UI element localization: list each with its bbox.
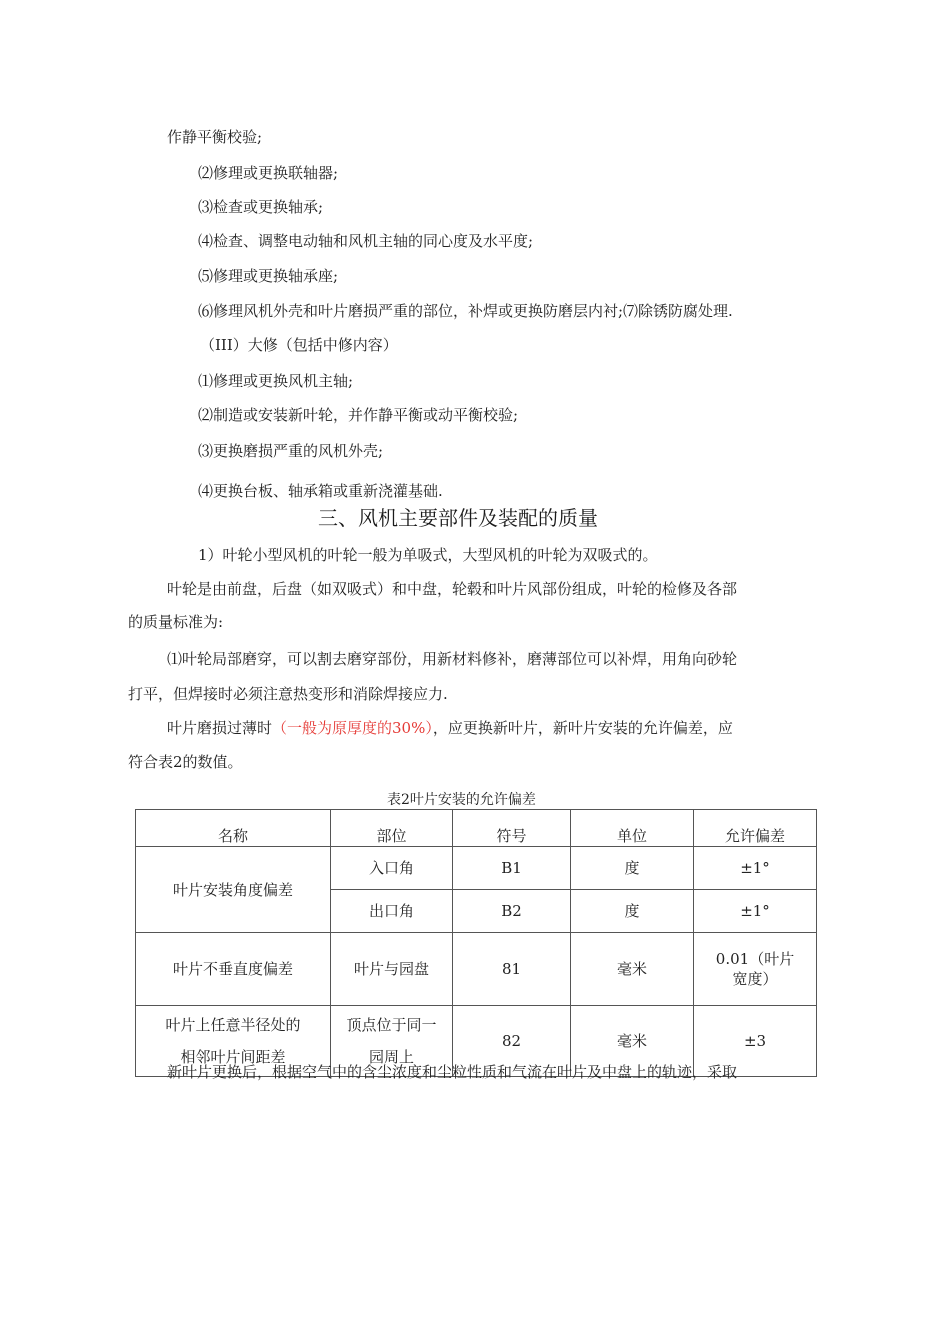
cell-tolerance-line-1: 0.01（叶片 bbox=[715, 950, 795, 968]
paragraph-2-line-1: 叶轮是由前盘，后盘（如双吸式）和中盘，轮毂和叶片风部份组成，叶轮的检修及各部 bbox=[167, 580, 738, 598]
table-row bbox=[136, 847, 817, 890]
list-line-7: （III）大修（包括中修内容） bbox=[200, 336, 398, 354]
list-line-3: ⑶检查或更换轴承; bbox=[198, 198, 324, 216]
header-unit: 单位 bbox=[571, 810, 694, 847]
cell-unit: 度 bbox=[571, 890, 694, 933]
header-symbol: 符号 bbox=[453, 810, 571, 847]
paragraph-4-highlight: （一般为原厚度的30%） bbox=[272, 719, 433, 737]
list-line-8: ⑴修理或更换风机主轴; bbox=[198, 372, 354, 390]
section-heading: 三、风机主要部件及装配的质量 bbox=[318, 506, 598, 530]
cell-part: 入口角 bbox=[331, 847, 453, 890]
header-tolerance: 允许偏差 bbox=[694, 810, 817, 847]
tolerance-table bbox=[135, 809, 817, 1077]
list-line-6: ⑹修理风机外壳和叶片磨损严重的部位，补焊或更换防磨层内衬;⑺除锈防腐处理. bbox=[198, 302, 733, 320]
paragraph-1: 1）叶轮小型风机的叶轮一般为单吸式，大型风机的叶轮为双吸式的。 bbox=[198, 546, 658, 564]
table-header-row bbox=[136, 810, 817, 847]
cell-name-line-1: 叶片上任意半径处的 bbox=[165, 1016, 301, 1034]
table-caption: 表2叶片安装的允许偏差 bbox=[387, 792, 536, 808]
paragraph-4-line-2: 符合表2的数值。 bbox=[128, 753, 243, 771]
list-line-5: ⑸修理或更换轴承座; bbox=[198, 267, 339, 285]
cell-name: 叶片不垂直度偏差 bbox=[136, 933, 331, 1006]
cell-unit: 度 bbox=[571, 847, 694, 890]
list-line-11: ⑷更换台板、轴承箱或重新浇灌基础. bbox=[198, 482, 443, 500]
cell-tolerance-line-2: 宽度） bbox=[732, 970, 778, 988]
cell-symbol: 82 bbox=[453, 1006, 571, 1077]
cell-name: 叶片安装角度偏差 bbox=[136, 847, 331, 933]
paragraph-4-text-post: ，应更换新叶片，新叶片安装的允许偏差，应 bbox=[432, 719, 733, 737]
cell-part-line-1: 顶点位于同一 bbox=[346, 1016, 437, 1034]
cell-unit: 毫米 bbox=[571, 1006, 694, 1077]
list-line-2: ⑵修理或更换联轴器; bbox=[198, 164, 339, 182]
paragraph-3-line-1: ⑴叶轮局部磨穿，可以割去磨穿部份，用新材料修补，磨薄部位可以补焊，用角向砂轮 bbox=[167, 650, 738, 668]
paragraph-4-line-1 bbox=[167, 718, 733, 738]
cell-symbol: 81 bbox=[453, 933, 571, 1006]
header-name: 名称 bbox=[136, 810, 331, 847]
table-row bbox=[136, 933, 817, 1006]
paragraph-5: 新叶片更换后，根据空气中的含尘浓度和尘粒性质和气流在叶片及中盘上的轨迹，采取 bbox=[167, 1063, 738, 1081]
list-line-10: ⑶更换磨损严重的风机外壳; bbox=[198, 442, 384, 460]
cell-symbol: B1 bbox=[453, 847, 571, 890]
paragraph-3-line-2: 打平，但焊接时必须注意热变形和消除焊接应力. bbox=[128, 685, 448, 703]
list-line-4: ⑷检查、调整电动轴和风机主轴的同心度及水平度; bbox=[198, 232, 534, 250]
cell-part: 出口角 bbox=[331, 890, 453, 933]
header-part: 部位 bbox=[331, 810, 453, 847]
cell-tolerance bbox=[694, 933, 817, 1006]
paragraph-4-text-pre: 叶片磨损过薄时 bbox=[167, 719, 273, 737]
cell-name-line-2: 相邻叶片间距差 bbox=[180, 1048, 286, 1066]
cell-unit: 毫米 bbox=[571, 933, 694, 1006]
cell-tolerance: ±1° bbox=[694, 847, 817, 890]
cell-part: 叶片与园盘 bbox=[331, 933, 453, 1006]
cell-symbol: B2 bbox=[453, 890, 571, 933]
list-line-9: ⑵制造或安装新叶轮，并作静平衡或动平衡校验; bbox=[198, 406, 519, 424]
cell-part-line-2: 园周上 bbox=[368, 1048, 414, 1066]
cell-tolerance: ±3 bbox=[694, 1006, 817, 1077]
cell-tolerance: ±1° bbox=[694, 890, 817, 933]
list-line-1: 作静平衡校验; bbox=[167, 128, 263, 146]
paragraph-2-line-2: 的质量标准为: bbox=[128, 613, 224, 631]
